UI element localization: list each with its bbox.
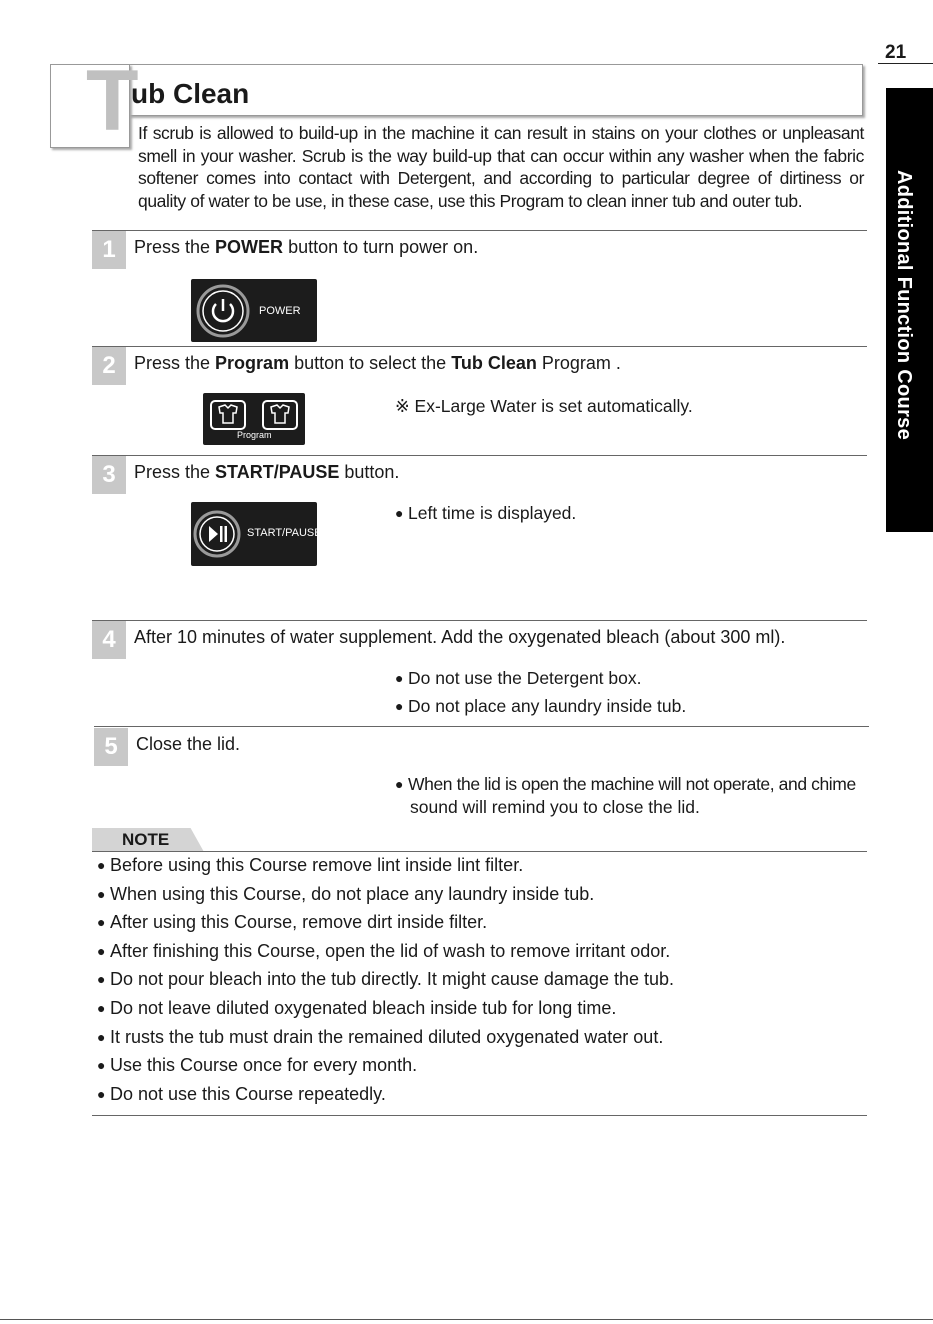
step-divider [92, 455, 867, 456]
bullet-icon: ● [97, 1057, 106, 1074]
bullet-icon: ● [97, 914, 106, 931]
step-instruction [134, 237, 478, 258]
step-text-bold: START/PAUSE [215, 462, 340, 482]
step-divider [92, 346, 867, 347]
step-number: 5 [94, 728, 128, 766]
bullet-icon: ● [97, 1085, 106, 1102]
note-item-text: Do not pour bleach into the tub directly. It might cause damage the tub. [110, 969, 675, 990]
step-number: 4 [92, 621, 126, 659]
step-instruction: Close the lid. [136, 734, 241, 754]
step-text-part: Program . [536, 353, 621, 373]
bullet-icon: ● [97, 1028, 106, 1045]
power-button-label: POWER [259, 305, 301, 317]
power-button-image [191, 279, 317, 342]
step-note [395, 503, 576, 524]
note-label: NOTE [122, 830, 170, 849]
intro-paragraph: If scrub is allowed to build-up in the machine it can result in stains on your clothes or unpleasant smell in your washer. Scrub is the way build-up that can occur within any washer when the fabric softener comes into contact with Detergent, and according to particular degree of dirtiness or quality of water to be use, in these case, use this Program to clean inner tub and outer tub. [138, 123, 864, 211]
bullet-icon: ● [97, 885, 106, 902]
step-number: 2 [92, 347, 126, 385]
list-item [97, 908, 867, 937]
step-note [395, 668, 641, 689]
note-item-text: Do not leave diluted oxygenated bleach inside tub for long time. [110, 997, 617, 1018]
step-number: 1 [92, 231, 126, 269]
note-list [97, 851, 867, 1108]
list-item [97, 1051, 867, 1080]
note-item-text: After finishing this Course, open the lid of wash to remove irritant odor. [110, 940, 671, 961]
step-text-part: Press the [134, 462, 216, 482]
note-item-text: It rusts the tub must drain the remained diluted oxygenated water out. [110, 1026, 664, 1047]
page-number: 21 [885, 42, 907, 63]
step-text-part: Press the [134, 237, 216, 257]
step-instruction [134, 462, 399, 483]
bullet-icon: ● [97, 971, 106, 988]
bullet-icon: ● [395, 698, 404, 714]
note-tab [92, 828, 204, 852]
bullet-icon: ● [97, 857, 106, 873]
step-text-bold: Tub Clean [451, 353, 537, 373]
step-instruction [134, 353, 621, 374]
list-item [97, 1023, 867, 1052]
step-text-bold: POWER [215, 237, 284, 257]
note-end-divider [92, 1115, 867, 1116]
start-pause-button-label: START/PAUSE [247, 527, 322, 539]
note-item-text: Use this Course once for every month. [110, 1055, 418, 1076]
step-text-part: button to turn power on. [283, 237, 479, 257]
step-note [395, 696, 686, 717]
section-side-tab-label: Additional Function Course [893, 170, 915, 441]
page-title: ub Clean [131, 78, 250, 109]
note-item-text: Do not use this Course repeatedly. [110, 1083, 386, 1104]
list-item [97, 994, 867, 1023]
step-divider [94, 726, 869, 727]
list-item [97, 965, 867, 994]
list-item [97, 937, 867, 966]
list-item [97, 851, 867, 880]
step-note-text: Do not place any laundry inside tub. [408, 696, 687, 716]
page-bottom-rule [0, 1319, 933, 1320]
bullet-icon: ● [395, 505, 404, 521]
step-number: 3 [92, 456, 126, 494]
note-item-text: When using this Course, do not place any laundry inside tub. [110, 883, 595, 904]
note-item-text: After using this Course, remove dirt inside filter. [110, 912, 488, 933]
start-pause-button-image [191, 502, 322, 566]
step-text-part: button to select the [289, 353, 452, 373]
program-button-label: Program [237, 430, 272, 440]
step-note-text: When the lid is open the machine will not operate, and chime [408, 774, 856, 794]
step-divider [92, 620, 867, 621]
step-instruction: After 10 minutes of water supplement. Add the oxygenated bleach (about 300 ml). [134, 627, 786, 647]
step-note-text: Left time is displayed. [408, 503, 577, 523]
list-item [97, 1080, 867, 1109]
step-note: sound will remind you to close the lid. [410, 797, 700, 817]
step-text-part: button. [339, 462, 400, 482]
step-divider [92, 230, 867, 231]
bullet-icon: ● [97, 999, 106, 1016]
bullet-icon: ● [395, 776, 404, 792]
step-text-bold: Program [215, 353, 290, 373]
note-item-text: Before using this Course remove lint inside lint filter. [110, 855, 524, 875]
bullet-icon: ● [395, 670, 404, 686]
step-note: ※ Ex-Large Water is set automatically. [395, 396, 693, 416]
bullet-icon: ● [97, 942, 106, 959]
step-note [395, 774, 856, 795]
program-button-image [203, 393, 305, 445]
step-note-text: Do not use the Detergent box. [408, 668, 642, 688]
title-initial: T [86, 53, 139, 149]
list-item [97, 880, 867, 909]
step-text-part: Press the [134, 353, 216, 373]
page-number-rule [878, 63, 933, 64]
